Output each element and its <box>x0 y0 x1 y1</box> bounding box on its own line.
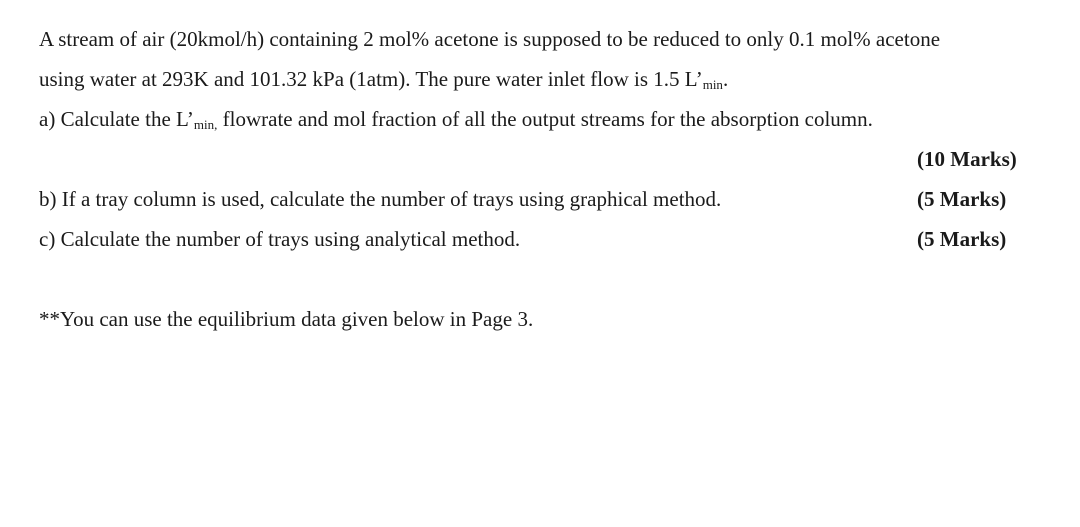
part-c-question: c) Calculate the number of trays using analytical method. <box>39 227 521 251</box>
part-a-question <box>39 107 873 137</box>
problem-statement-line-2 <box>39 67 728 97</box>
subscript-min: min, <box>193 117 218 132</box>
part-a-prefix: a) Calculate the L’ <box>39 107 194 131</box>
subscript-min: min <box>702 77 723 92</box>
part-a-marks: (10 Marks) <box>917 147 1017 171</box>
part-c-marks: (5 Marks) <box>917 227 1007 251</box>
part-a-rest: flowrate and mol fraction of all the output streams for the absorption column. <box>217 107 873 131</box>
problem-line-1-text: A stream of air (20kmol/h) containing 2 mol% acetone is supposed to be reduced to only 0.1 mol% acetone <box>39 27 941 51</box>
equilibrium-data-note: **You can use the equilibrium data given below in Page 3. <box>39 307 534 331</box>
problem-line-2-text: using water at 293K and 101.32 kPa (1atm). The pure water inlet flow is 1.5 L’ <box>39 67 703 91</box>
part-b-question: b) If a tray column is used, calculate the number of trays using graphical method. <box>39 187 722 211</box>
part-b-marks: (5 Marks) <box>917 187 1007 211</box>
problem-line-2-end: . <box>722 67 729 91</box>
problem-statement-line-1 <box>39 27 940 51</box>
